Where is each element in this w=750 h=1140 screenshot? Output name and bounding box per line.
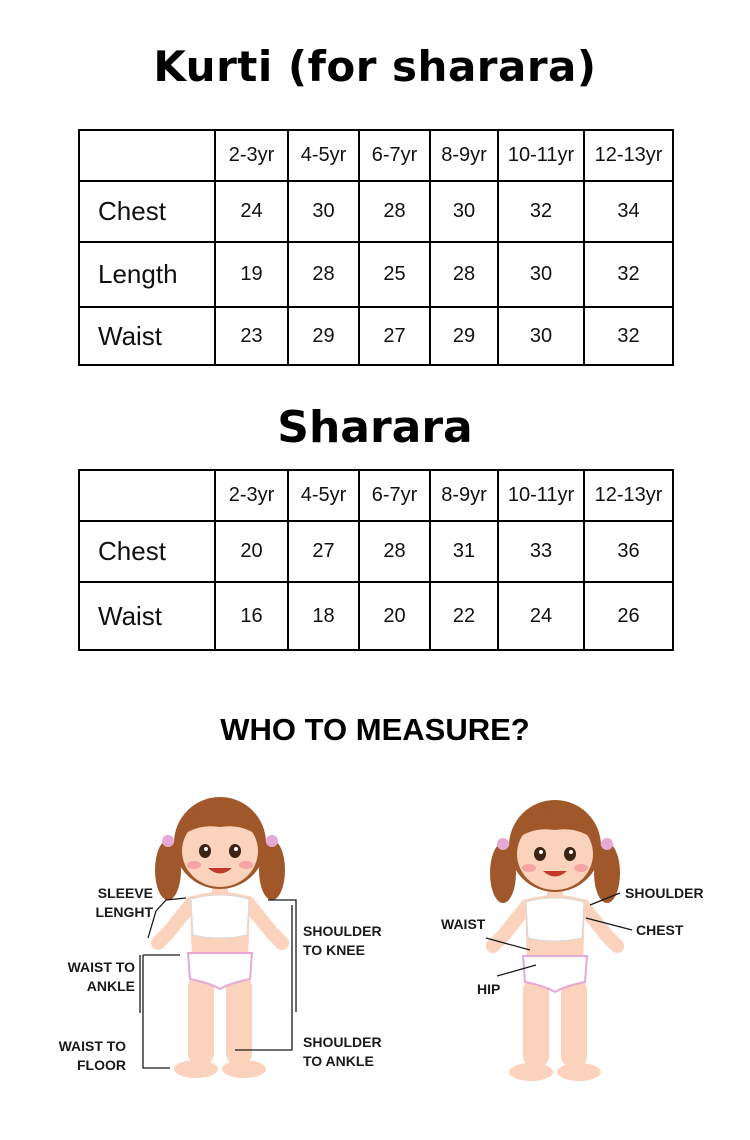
table-cell: 31 (430, 521, 498, 582)
table-cell: 36 (584, 521, 673, 582)
column-header: 10-11yr (498, 130, 584, 181)
column-header: 2-3yr (215, 130, 288, 181)
shoulder-to-ankle-label: SHOULDER TO ANKLE (303, 1034, 382, 1069)
table-cell: 32 (584, 307, 673, 365)
table-cell: 30 (498, 307, 584, 365)
shoulder-label: SHOULDER (625, 885, 704, 901)
hip-label: HIP (477, 981, 501, 997)
row-label: Chest (79, 181, 215, 242)
sleeve-length-line (156, 898, 186, 911)
row-label: Length (79, 242, 215, 307)
table-cell: 28 (359, 181, 430, 242)
table-cell: 20 (359, 582, 430, 650)
column-header: 10-11yr (498, 470, 584, 521)
table-cell: 32 (584, 242, 673, 307)
table-cell: 24 (215, 181, 288, 242)
waist-label: WAIST (441, 916, 486, 932)
shoulder-to-knee-label: SHOULDER TO KNEE (303, 923, 382, 958)
table-cell: 23 (215, 307, 288, 365)
waist-line (486, 938, 530, 950)
table-cell: 26 (584, 582, 673, 650)
row-label: Waist (79, 307, 215, 365)
waist-to-ankle-label: WAIST TO ANKLE (67, 959, 135, 994)
sleeve-length-label: SLEEVE LENGHT (95, 885, 153, 920)
table-cell: 25 (359, 242, 430, 307)
table-cell: 28 (359, 521, 430, 582)
table-cell: 18 (288, 582, 359, 650)
table-cell: 27 (288, 521, 359, 582)
column-header: 6-7yr (359, 130, 430, 181)
shoulder-line (590, 893, 620, 905)
table-cell: 27 (359, 307, 430, 365)
table-cell: 32 (498, 181, 584, 242)
row-label: Chest (79, 521, 215, 582)
column-header: 8-9yr (430, 130, 498, 181)
table-cell: 28 (288, 242, 359, 307)
row-label: Waist (79, 582, 215, 650)
table-cell: 24 (498, 582, 584, 650)
table-cell: 33 (498, 521, 584, 582)
table-cell: 30 (430, 181, 498, 242)
column-header: 6-7yr (359, 470, 430, 521)
measure-title: WHO TO MEASURE? (220, 712, 530, 747)
chest-label: CHEST (636, 922, 684, 938)
table-cell: 28 (430, 242, 498, 307)
sharara-title: Sharara (277, 402, 473, 453)
waist-to-floor-label: WAIST TO FLOOR (58, 1038, 126, 1073)
table-cell: 20 (215, 521, 288, 582)
column-header: 4-5yr (288, 470, 359, 521)
waist-to-floor-line (143, 955, 170, 1068)
chest-line (586, 918, 632, 930)
column-header: 4-5yr (288, 130, 359, 181)
column-header: 12-13yr (584, 470, 673, 521)
table-cell: 22 (430, 582, 498, 650)
table-cell: 19 (215, 242, 288, 307)
shoulder-to-ankle-line (235, 905, 292, 1050)
table-cell: 34 (584, 181, 673, 242)
table-cell: 30 (288, 181, 359, 242)
kurti-title: Kurti (for sharara) (153, 42, 597, 91)
column-header: 8-9yr (430, 470, 498, 521)
table-cell: 16 (215, 582, 288, 650)
column-header: 2-3yr (215, 470, 288, 521)
column-header: 12-13yr (584, 130, 673, 181)
hip-line (497, 965, 536, 976)
table-cell: 30 (498, 242, 584, 307)
table-cell: 29 (430, 307, 498, 365)
table-cell: 29 (288, 307, 359, 365)
